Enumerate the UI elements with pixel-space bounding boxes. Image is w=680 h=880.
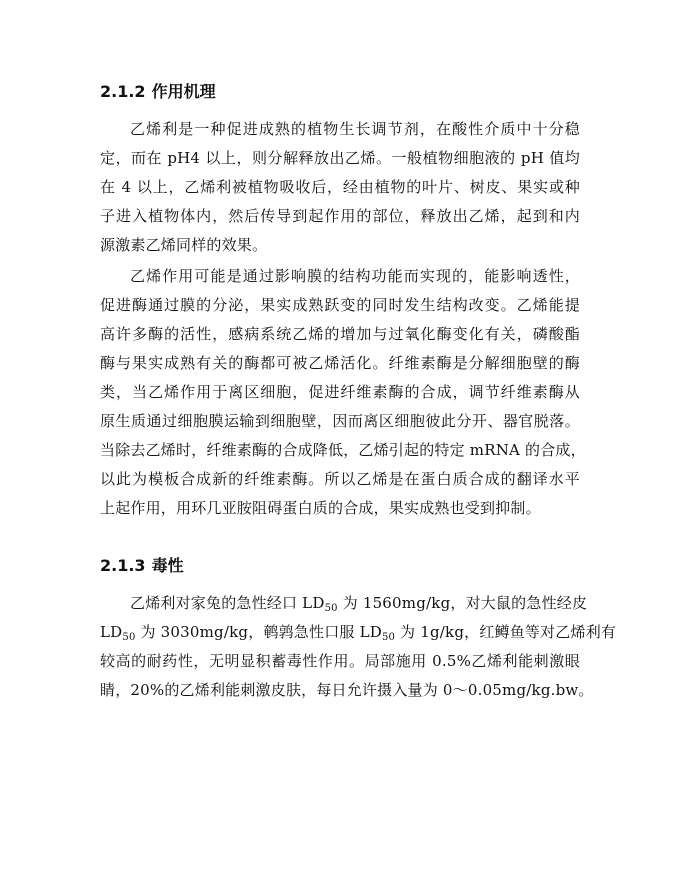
paragraph-line: 较高的耐药性，无明显积蓄毒性作用。局部施用 0.5%乙烯利能刺激眼: [100, 652, 580, 670]
paragraph-line: 原生质通过细胞膜运输到细胞壁，因而离区细胞彼此分开、器官脱落。: [100, 412, 580, 430]
section-number: 2.1.3: [100, 556, 146, 575]
text-run: 为 1560mg/kg，对大鼠的急性经皮: [337, 594, 588, 612]
paragraph-line: 酶与果实成熟有关的酶都可被乙烯活化。纤维素酶是分解细胞壁的酶: [100, 354, 580, 372]
paragraph-line: 以此为模板合成新的纤维素酶。所以乙烯是在蛋白质合成的翻译水平: [100, 470, 580, 488]
paragraph-line: 上起作用，用环几亚胺阻碍蛋白质的合成，果实成熟也受到抑制。: [100, 499, 541, 517]
paragraph-line: 乙烯作用可能是通过影响膜的结构功能而实现的，能影响透性，: [130, 267, 580, 285]
section-heading-2-1-2: [100, 82, 216, 102]
paragraph-line: [100, 622, 617, 643]
paragraph-line: 乙烯利是一种促进成熟的植物生长调节剂，在酸性介质中十分稳: [130, 120, 580, 138]
ld50-term: $LD_{50}$: [100, 623, 136, 643]
paragraph-line: [130, 593, 588, 614]
paragraph-line: 子进入植物体内，然后传导到起作用的部位，释放出乙烯，起到和内: [100, 207, 580, 225]
section-title: 毒性: [151, 556, 184, 575]
paragraph-line: 源激素乙烯同样的效果。: [100, 236, 268, 254]
ld50-term: $LD_{50}$: [302, 594, 338, 614]
paragraph-line: 类，当乙烯作用于离区细胞，促进纤维素酶的合成，调节纤维素酶从: [100, 383, 580, 401]
text-run: 为 1g/kg，红鳟鱼等对乙烯利有: [395, 623, 617, 641]
paragraph-line: 定，而在 pH4 以上，则分解释放出乙烯。一般植物细胞液的 pH 值均: [100, 149, 580, 167]
section-heading-2-1-3: [100, 556, 184, 576]
section-title: 作用机理: [151, 82, 216, 101]
paragraph-line: 当除去乙烯时，纤维素酶的合成降低，乙烯引起的特定 mRNA 的合成，: [100, 441, 586, 459]
paragraph-line: 睛，20%的乙烯利能刺激皮肤，每日允许摄入量为 0～0.05mg/kg.bw。: [100, 681, 594, 699]
paragraph-line: 促进酶通过膜的分泌，果实成熟跃变的同时发生结构改变。乙烯能提: [100, 296, 580, 314]
paragraph-line: 高许多酶的活性，感病系统乙烯的增加与过氧化酶变化有关，磷酸酯: [100, 325, 580, 343]
ld50-term: $LD_{50}$: [359, 623, 396, 643]
paragraph-line: 在 4 以上，乙烯利被植物吸收后，经由植物的叶片、树皮、果实或种: [100, 178, 580, 196]
text-run: 为 3030mg/kg，鹌鹑急性口服: [135, 623, 360, 641]
section-number: 2.1.2: [100, 82, 146, 101]
text-run: 乙烯利对家兔的急性经口: [130, 594, 303, 612]
